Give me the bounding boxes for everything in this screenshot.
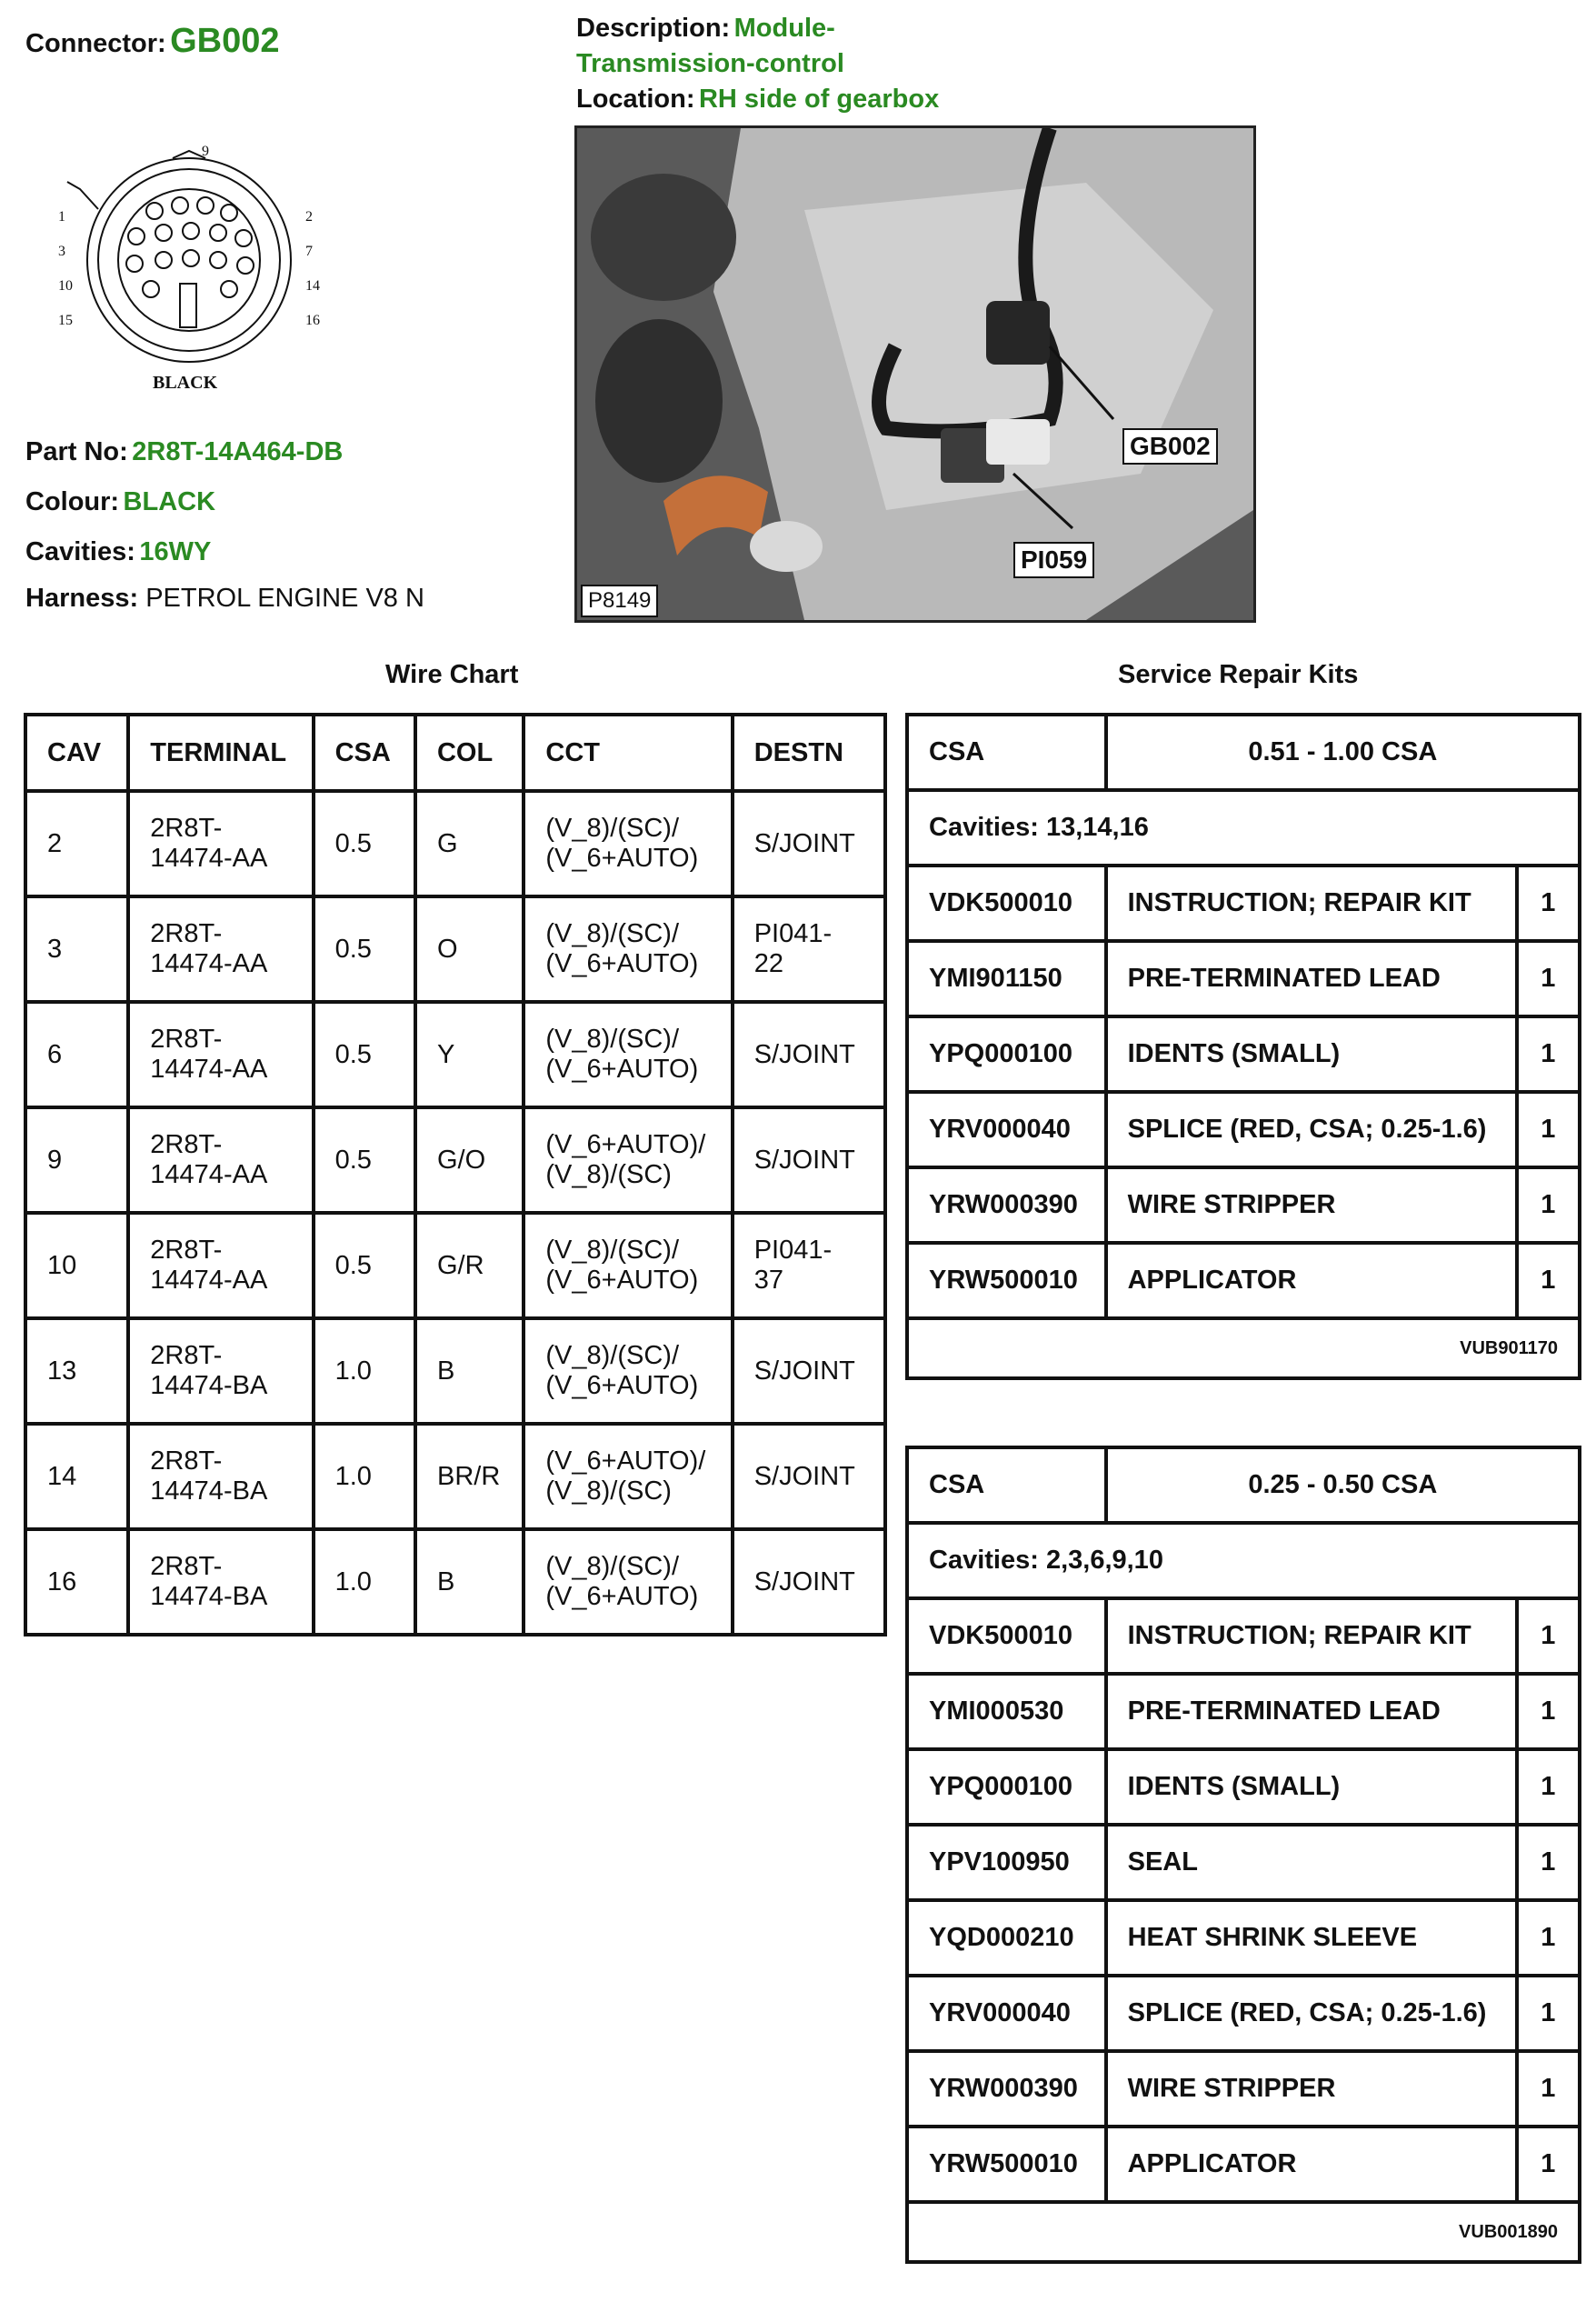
- destn-cell-line: S/JOINT: [753, 1145, 855, 1175]
- description-label: Description:: [576, 14, 731, 43]
- kit-item-qty: 1: [1517, 1749, 1580, 1825]
- kit-item-qty: 1: [1517, 1598, 1580, 1674]
- pin-label: 1: [58, 209, 65, 225]
- wire-chart-row: [25, 1213, 885, 1318]
- kit-item-row: [907, 1167, 1580, 1243]
- col-cell: [415, 1213, 524, 1318]
- destn-cell: [733, 791, 885, 896]
- kit-item-desc: PRE-TERMINATED LEAD: [1106, 1674, 1517, 1749]
- cav-cell: [25, 1424, 128, 1529]
- terminal-cell: [128, 1318, 313, 1424]
- kit-item-desc: WIRE STRIPPER: [1106, 2051, 1517, 2127]
- wire-chart-row: [25, 1002, 885, 1107]
- terminal-cell: [128, 1107, 313, 1213]
- pin-label: 7: [305, 244, 313, 259]
- harness-label: Harness:: [25, 584, 139, 613]
- terminal-cell-line: 14474-BA: [150, 1476, 268, 1506]
- location-value: RH side of gearbox: [698, 85, 940, 114]
- cav-cell: [25, 1107, 128, 1213]
- wire-chart-title: Wire Chart: [385, 660, 519, 689]
- csa-cell: [314, 896, 415, 1002]
- photo-callout-pi059: PI059: [1013, 542, 1094, 578]
- kit-item-desc: PRE-TERMINATED LEAD: [1106, 941, 1517, 1016]
- col-cell-line: BR/R: [436, 1461, 501, 1491]
- pin-label: 15: [58, 313, 73, 328]
- kit-item-part: YRW000390: [907, 1167, 1106, 1243]
- kit-item-desc: APPLICATOR: [1106, 1243, 1517, 1318]
- terminal-cell-line: 14474-AA: [150, 844, 268, 873]
- pin-label: 16: [305, 313, 320, 328]
- cct-cell-line: (V_8)/(SC): [545, 1476, 672, 1506]
- csa-cell-line: 0.5: [334, 1145, 372, 1175]
- kit-item-part: YMI901150: [907, 941, 1106, 1016]
- photo-callout-gb002: GB002: [1122, 428, 1218, 465]
- cav-cell-line: 9: [47, 1145, 63, 1175]
- destn-cell: [733, 1213, 885, 1318]
- terminal-cell-line: 14474-AA: [150, 1055, 268, 1084]
- description-value-2: Transmission-control: [576, 49, 844, 78]
- connector-face-svg: [36, 145, 345, 400]
- kit-number: VUB901170: [907, 1318, 1580, 1378]
- pin-labels-right: [305, 200, 320, 338]
- cct-cell: [524, 1107, 732, 1213]
- description-block: [576, 13, 939, 119]
- cct-cell-line: (V_6+AUTO): [545, 1055, 699, 1084]
- kit-item-part: YMI000530: [907, 1674, 1106, 1749]
- terminal-cell: [128, 1424, 313, 1529]
- photo-ref: P8149: [581, 585, 658, 617]
- cct-cell: [524, 1213, 732, 1318]
- header-csa: CSA: [314, 715, 415, 791]
- pin-label: 14: [305, 278, 320, 294]
- colour-label: Colour:: [25, 487, 120, 516]
- destn-cell: [733, 1002, 885, 1107]
- wire-chart-row: [25, 1529, 885, 1635]
- kit-item-qty: 1: [1517, 1243, 1580, 1318]
- destn-cell-line: S/JOINT: [753, 1461, 855, 1491]
- terminal-cell: [128, 791, 313, 896]
- csa-cell-line: 0.5: [334, 828, 372, 858]
- cav-cell: [25, 791, 128, 896]
- kit-item-part: VDK500010: [907, 1598, 1106, 1674]
- cct-cell-line: (V_8)/(SC): [545, 1160, 672, 1189]
- kit-item-qty: 1: [1517, 1016, 1580, 1092]
- csa-cell: [314, 1213, 415, 1318]
- terminal-cell-line: 2R8T-: [150, 1025, 223, 1054]
- kit-item-part: YRW000390: [907, 2051, 1106, 2127]
- cct-cell-line: (V_6+AUTO)/: [545, 1130, 706, 1159]
- col-cell-line: O: [436, 934, 458, 964]
- kit-item-row: [907, 1900, 1580, 1976]
- csa-cell: [314, 791, 415, 896]
- harness-value: PETROL ENGINE V8 N: [145, 584, 424, 613]
- wire-chart-row: [25, 1107, 885, 1213]
- kit-csa-range: 0.51 - 1.00 CSA: [1106, 715, 1580, 790]
- destn-cell-line: S/JOINT: [753, 1566, 855, 1596]
- cav-cell-line: 10: [47, 1250, 77, 1280]
- kit-item-row: [907, 941, 1580, 1016]
- kit-item-qty: 1: [1517, 1825, 1580, 1900]
- destn-cell: [733, 1424, 885, 1529]
- cct-cell-line: (V_6+AUTO): [545, 949, 699, 978]
- kit-item-row: [907, 1092, 1580, 1167]
- csa-cell: [314, 1107, 415, 1213]
- kit-item-part: YRV000040: [907, 1092, 1106, 1167]
- wire-chart-row: [25, 1318, 885, 1424]
- terminal-cell-line: 2R8T-: [150, 1130, 223, 1159]
- col-cell: [415, 1002, 524, 1107]
- cct-cell-line: (V_6+AUTO): [545, 844, 699, 873]
- cav-cell: [25, 1002, 128, 1107]
- kit-item-row: [907, 1749, 1580, 1825]
- destn-cell: [733, 1529, 885, 1635]
- terminal-cell-line: 2R8T-: [150, 919, 223, 948]
- terminal-cell: [128, 1002, 313, 1107]
- col-cell-line: B: [436, 1356, 455, 1386]
- terminal-cell: [128, 896, 313, 1002]
- destn-cell-line: S/JOINT: [753, 1039, 855, 1069]
- photo-illustration: [577, 128, 1253, 620]
- terminal-cell-line: 2R8T-: [150, 1552, 223, 1581]
- kit-item-row: [907, 1825, 1580, 1900]
- csa-cell-line: 1.0: [334, 1566, 372, 1596]
- cav-cell-line: 16: [47, 1566, 77, 1596]
- header-cct: CCT: [524, 715, 732, 791]
- wire-chart-row: [25, 791, 885, 896]
- wire-chart-row: [25, 896, 885, 1002]
- wire-chart-table: [24, 713, 887, 1636]
- cct-cell-line: (V_6+AUTO)/: [545, 1446, 706, 1476]
- cct-cell: [524, 1318, 732, 1424]
- header-cav: CAV: [25, 715, 128, 791]
- kit-item-desc: SPLICE (RED, CSA; 0.25-1.6): [1106, 1092, 1517, 1167]
- kit-item-part: VDK500010: [907, 866, 1106, 941]
- cct-cell-line: (V_6+AUTO): [545, 1371, 699, 1400]
- cct-cell: [524, 1002, 732, 1107]
- diagram-colour-label: BLACK: [153, 373, 218, 393]
- terminal-cell: [128, 1213, 313, 1318]
- kit-item-row: [907, 2051, 1580, 2127]
- cavities-label: Cavities:: [25, 537, 135, 566]
- cct-cell-line: (V_8)/(SC)/: [545, 1025, 680, 1054]
- kit-item-part: YPQ000100: [907, 1016, 1106, 1092]
- kit-footer-row: [907, 2202, 1580, 2262]
- terminal-cell: [128, 1529, 313, 1635]
- kit-item-part: YPV100950: [907, 1825, 1106, 1900]
- csa-cell-line: 0.5: [334, 934, 372, 964]
- header-destn: DESTN: [733, 715, 885, 791]
- pin-label: 3: [58, 244, 65, 259]
- kit-csa-range: 0.25 - 0.50 CSA: [1106, 1447, 1580, 1523]
- cct-cell-line: (V_8)/(SC)/: [545, 814, 680, 843]
- kit-cavities: Cavities: 13,14,16: [907, 790, 1580, 866]
- location-label: Location:: [576, 85, 695, 114]
- kit-item-part: YRV000040: [907, 1976, 1106, 2051]
- kit-item-qty: 1: [1517, 1092, 1580, 1167]
- service-repair-kits-title: Service Repair Kits: [1118, 660, 1359, 689]
- csa-cell-line: 0.5: [334, 1250, 372, 1280]
- cct-cell: [524, 1424, 732, 1529]
- kit-number: VUB001890: [907, 2202, 1580, 2262]
- description-value-1: Module-: [733, 14, 835, 43]
- kit-item-desc: IDENTS (SMALL): [1106, 1016, 1517, 1092]
- colour-value: BLACK: [123, 487, 216, 516]
- kit-item-desc: WIRE STRIPPER: [1106, 1167, 1517, 1243]
- terminal-cell-line: 2R8T-: [150, 814, 223, 843]
- cct-cell-line: (V_8)/(SC)/: [545, 1552, 680, 1581]
- location-photo: [574, 125, 1256, 623]
- destn-cell: [733, 1107, 885, 1213]
- kit-cavities: Cavities: 2,3,6,9,10: [907, 1523, 1580, 1598]
- csa-cell: [314, 1424, 415, 1529]
- kit-item-row: [907, 1243, 1580, 1318]
- part-info: [25, 429, 343, 579]
- kit-csa-row: [907, 1447, 1580, 1523]
- col-cell: [415, 896, 524, 1002]
- cct-cell-line: (V_8)/(SC)/: [545, 1236, 680, 1265]
- repair-kit-table: [905, 1446, 1581, 2264]
- pin-label: 2: [305, 209, 313, 225]
- pin-label: 10: [58, 278, 73, 294]
- terminal-cell-line: 14474-BA: [150, 1582, 268, 1611]
- kit-item-part: YRW500010: [907, 2127, 1106, 2202]
- cavities-value: 16WY: [139, 537, 212, 566]
- cav-cell: [25, 1529, 128, 1635]
- kit-item-qty: 1: [1517, 1674, 1580, 1749]
- kit-item-row: [907, 866, 1580, 941]
- cav-cell: [25, 1318, 128, 1424]
- cav-cell-line: 2: [47, 828, 63, 858]
- col-cell-line: G/O: [436, 1145, 486, 1175]
- destn-cell: [733, 896, 885, 1002]
- kit-item-part: YPQ000100: [907, 1749, 1106, 1825]
- cav-cell: [25, 1213, 128, 1318]
- destn-cell-line: PI041-: [753, 1236, 833, 1265]
- cav-cell-line: 14: [47, 1461, 77, 1491]
- connector-label: Connector:: [25, 29, 166, 58]
- kit-item-row: [907, 1976, 1580, 2051]
- cav-cell-line: 3: [47, 934, 63, 964]
- terminal-cell-line: 14474-AA: [150, 1160, 268, 1189]
- part-no-label: Part No:: [25, 437, 128, 466]
- kit-item-desc: INSTRUCTION; REPAIR KIT: [1106, 866, 1517, 941]
- kit-item-row: [907, 1674, 1580, 1749]
- csa-cell-line: 1.0: [334, 1461, 372, 1491]
- csa-cell: [314, 1002, 415, 1107]
- wire-chart-row: [25, 1424, 885, 1529]
- terminal-cell-line: 14474-BA: [150, 1371, 268, 1400]
- kit-footer-row: [907, 1318, 1580, 1378]
- kit-cavities-row: [907, 1523, 1580, 1598]
- kit-csa-label: CSA: [907, 715, 1106, 790]
- cct-cell-line: (V_8)/(SC)/: [545, 919, 680, 948]
- kit-csa-row: [907, 715, 1580, 790]
- connector-face-diagram: [36, 145, 345, 400]
- kit-item-qty: 1: [1517, 1900, 1580, 1976]
- kit-item-qty: 1: [1517, 2127, 1580, 2202]
- header-col: COL: [415, 715, 524, 791]
- csa-cell: [314, 1529, 415, 1635]
- connector-heading: [25, 22, 280, 61]
- col-cell: [415, 1107, 524, 1213]
- cct-cell: [524, 896, 732, 1002]
- terminal-cell-line: 2R8T-: [150, 1236, 223, 1265]
- destn-cell-line: S/JOINT: [753, 1356, 855, 1386]
- kit-item-part: YQD000210: [907, 1900, 1106, 1976]
- kit-item-row: [907, 1598, 1580, 1674]
- pin-label-top: 9: [202, 144, 209, 159]
- terminal-cell-line: 14474-AA: [150, 1266, 268, 1295]
- terminal-cell-line: 14474-AA: [150, 949, 268, 978]
- cct-cell-line: (V_6+AUTO): [545, 1582, 699, 1611]
- repair-kit-table: [905, 713, 1581, 1380]
- destn-cell-line: S/JOINT: [753, 828, 855, 858]
- kit-item-qty: 1: [1517, 1167, 1580, 1243]
- cct-cell-line: (V_6+AUTO): [545, 1266, 699, 1295]
- pin-labels-left: [58, 200, 73, 338]
- kit-item-desc: IDENTS (SMALL): [1106, 1749, 1517, 1825]
- destn-cell: [733, 1318, 885, 1424]
- destn-cell-line: 37: [753, 1266, 783, 1295]
- col-cell: [415, 1424, 524, 1529]
- cct-cell: [524, 791, 732, 896]
- connector-id: GB002: [170, 22, 280, 60]
- col-cell-line: Y: [436, 1039, 455, 1069]
- header-terminal: TERMINAL: [128, 715, 313, 791]
- kit-item-qty: 1: [1517, 941, 1580, 1016]
- kit-item-row: [907, 1016, 1580, 1092]
- terminal-cell-line: 2R8T-: [150, 1446, 223, 1476]
- part-no-value: 2R8T-14A464-DB: [132, 437, 344, 466]
- kit-cavities-row: [907, 790, 1580, 866]
- csa-cell: [314, 1318, 415, 1424]
- csa-cell-line: 1.0: [334, 1356, 372, 1386]
- cav-cell-line: 6: [47, 1039, 63, 1069]
- col-cell: [415, 1529, 524, 1635]
- wire-chart-header: [25, 715, 885, 791]
- kit-item-qty: 1: [1517, 866, 1580, 941]
- col-cell: [415, 791, 524, 896]
- destn-cell-line: PI041-: [753, 919, 833, 948]
- kit-item-desc: INSTRUCTION; REPAIR KIT: [1106, 1598, 1517, 1674]
- cct-cell: [524, 1529, 732, 1635]
- kit-item-desc: SPLICE (RED, CSA; 0.25-1.6): [1106, 1976, 1517, 2051]
- kit-item-qty: 1: [1517, 2051, 1580, 2127]
- cav-cell: [25, 896, 128, 1002]
- kit-item-row: [907, 2127, 1580, 2202]
- terminal-cell-line: 2R8T-: [150, 1341, 223, 1370]
- cct-cell-line: (V_8)/(SC)/: [545, 1341, 680, 1370]
- kit-item-qty: 1: [1517, 1976, 1580, 2051]
- destn-cell-line: 22: [753, 949, 783, 978]
- kit-item-part: YRW500010: [907, 1243, 1106, 1318]
- csa-cell-line: 0.5: [334, 1039, 372, 1069]
- col-cell: [415, 1318, 524, 1424]
- col-cell-line: G: [436, 828, 458, 858]
- col-cell-line: G/R: [436, 1250, 484, 1280]
- cav-cell-line: 13: [47, 1356, 77, 1386]
- harness-line: [25, 584, 424, 614]
- kit-csa-label: CSA: [907, 1447, 1106, 1523]
- kit-item-desc: HEAT SHRINK SLEEVE: [1106, 1900, 1517, 1976]
- kit-item-desc: APPLICATOR: [1106, 2127, 1517, 2202]
- kit-item-desc: SEAL: [1106, 1825, 1517, 1900]
- col-cell-line: B: [436, 1566, 455, 1596]
